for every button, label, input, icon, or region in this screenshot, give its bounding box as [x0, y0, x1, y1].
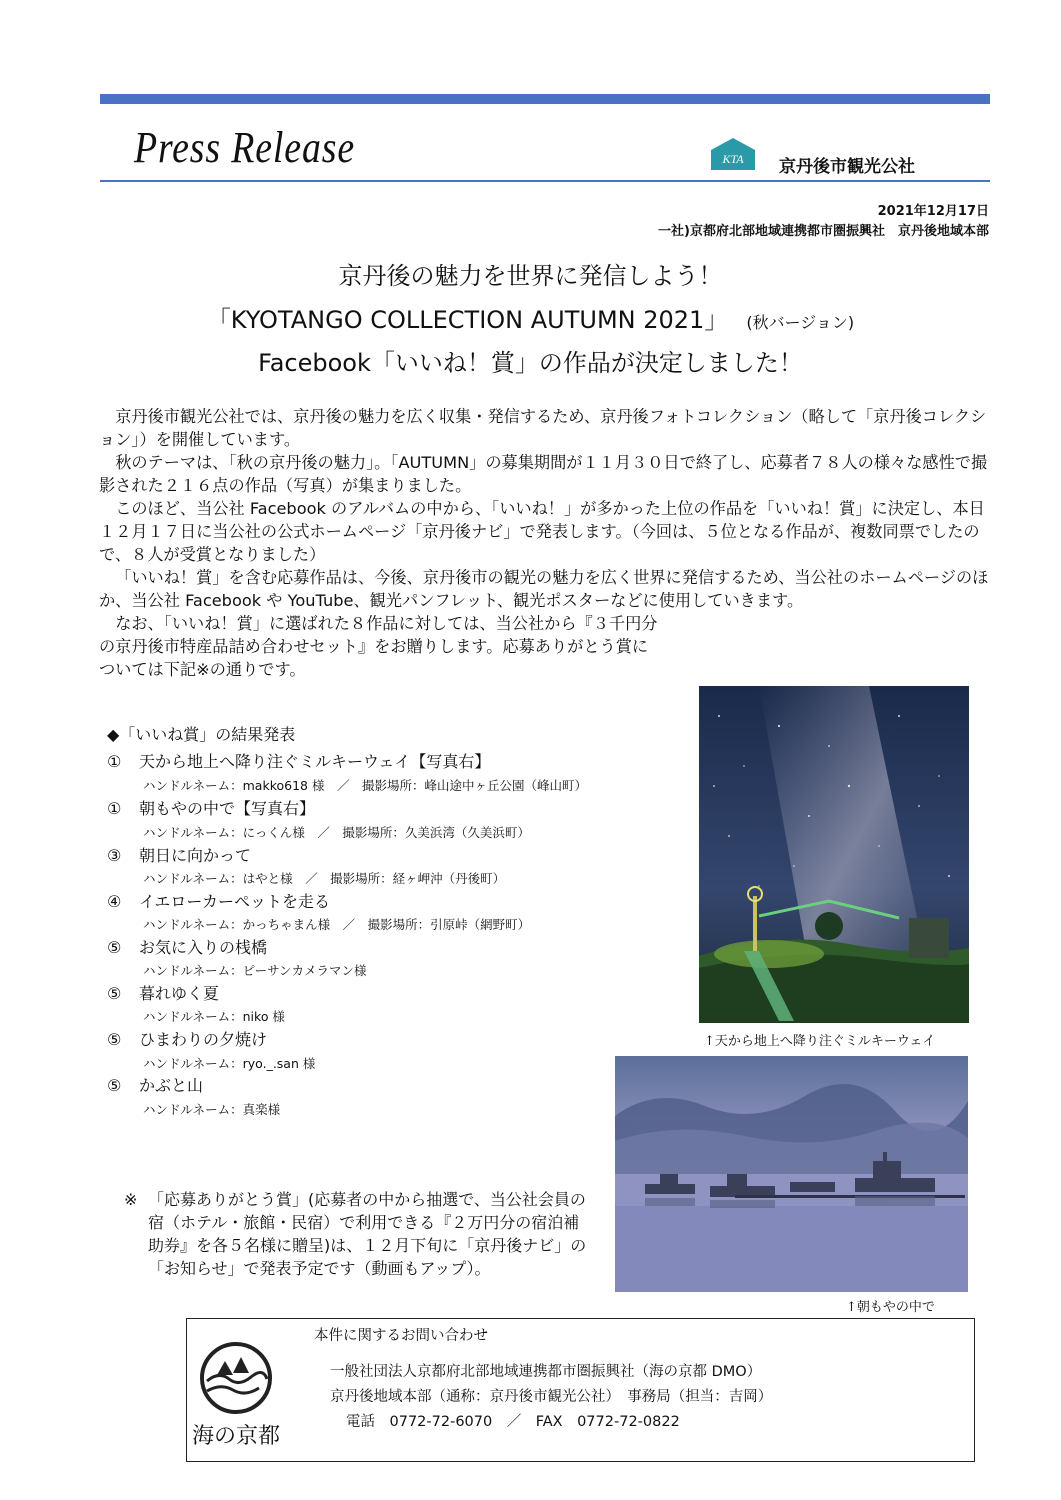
thanks-award-note: [124, 1188, 590, 1280]
results-heading: ◆「いいね賞」の結果発表: [107, 725, 296, 744]
photo-caption-1: ↑天から地上へ降り注ぐミルキーウェイ: [704, 1034, 936, 1049]
result-title: ⑤ かぶと山: [107, 1076, 204, 1095]
contact-org: 一般社団法人京都府北部地域連携都市圏振興社（海の京都 DMO）: [330, 1364, 762, 1380]
headline-season: (秋バージョン): [746, 313, 855, 332]
contact-phone-fax: 電話 0772-72-6070 ／ FAX 0772-72-0822: [346, 1414, 680, 1430]
body-paragraph: 秋のテーマは、「秋の京丹後の魅力」。「AUTUMN」の募集期間が１１月３０日で終了し、応募者７８人の様々な感性で撮影された２１６点の作品（写真）が集まりました。: [99, 453, 988, 495]
result-detail: ハンドルネーム：makko618 様 ／ 撮影場所：峰山途中ヶ丘公園（峰山町）: [143, 778, 587, 793]
headline-line-2: [0, 300, 1061, 335]
header-top-bar: [100, 94, 990, 104]
result-title: ① 朝もやの中で【写真右】: [107, 799, 316, 818]
contact-office: 京丹後地域本部（通称：京丹後市観光公社） 事務局（担当：吉岡）: [330, 1389, 773, 1405]
result-detail: ハンドルネーム：はやと様 ／ 撮影場所：経ヶ岬沖（丹後町）: [143, 871, 506, 886]
result-detail: ハンドルネーム：にっくん様 ／ 撮影場所：久美浜湾（久美浜町）: [143, 825, 530, 840]
body-paragraph: このほど、当公社 Facebook のアルバムの中から、「いいね！」が多かった上位の作品を「いいね！賞」に決定し、本日１２月１７日に当公社の公式ホームページ「京丹後ナビ」で発表します。（今回は、５位となる作品が、複数同票でしたので、８人が受賞となりました）: [99, 499, 985, 564]
contact-heading: 本件に関するお問い合わせ: [314, 1328, 488, 1344]
headline-line-1: 京丹後の魅力を世界に発信しよう！: [338, 262, 723, 290]
milky-way-photo: [699, 686, 969, 1023]
press-release-title: Press Release: [134, 123, 355, 172]
headline-collection: 「KYOTANGO COLLECTION AUTUMN 2021」: [206, 306, 729, 334]
body-paragraph: 「いいね！賞」を含む応募作品は、今後、京丹後市の観光の魅力を広く世界に発信するため、当公社のホームページのほか、当公社 Facebook や YouTube、観光パンフレット、観光ポスターなどに使用していきます。: [99, 568, 989, 610]
body-paragraph: なお、「いいね！賞」に選ばれた８作品に対しては、当公社から『３千円分の京丹後市特産品詰め合わせセット』をお贈りします。応募ありがとう賞については下記※の通りです。: [99, 614, 658, 679]
svg-text:海の京都: 海の京都: [191, 1424, 281, 1449]
headline-line-3: Facebook「いいね！賞」の作品が決定しました！: [258, 349, 803, 377]
kta-logo-icon: [711, 138, 755, 170]
org-name: 京丹後市観光公社: [779, 157, 915, 177]
result-title: ④ イエローカーペットを走る: [107, 892, 331, 911]
result-detail: ハンドルネーム：ryo._.san 様: [143, 1056, 316, 1071]
release-date: 2021年12月17日: [877, 204, 989, 219]
umi-no-kyoto-logo: [189, 1333, 284, 1455]
body-paragraph: 京丹後市観光公社では、京丹後の魅力を広く収集・発信するため、京丹後フォトコレクション（略して「京丹後コレクション」）を開催しています。: [99, 407, 987, 449]
header-rule: [100, 180, 990, 182]
result-title: ⑤ お気に入りの桟橋: [107, 938, 268, 957]
photo-caption-2: ↑朝もやの中で: [846, 1300, 935, 1315]
result-title: ① 天から地上へ降り注ぐミルキーウェイ【写真右】: [107, 752, 491, 771]
result-detail: ハンドルネーム：真楽様: [143, 1102, 281, 1117]
body-text: [99, 405, 994, 681]
svg-text:KTA: KTA: [722, 152, 744, 166]
result-title: ③ 朝日に向かって: [107, 846, 252, 865]
note-mark: ※: [124, 1190, 138, 1209]
morning-mist-photo: [615, 1056, 968, 1292]
result-title: ⑤ 暮れゆく夏: [107, 984, 220, 1003]
result-title: ⑤ ひまわりの夕焼け: [107, 1030, 268, 1049]
issuer: 一社)京都府北部地域連携都市圏振興社 京丹後地域本部: [658, 224, 989, 239]
result-detail: ハンドルネーム：ピーサンカメラマン様: [143, 963, 367, 978]
result-detail: ハンドルネーム：niko 様: [143, 1009, 285, 1024]
note-text: 「応募ありがとう賞」(応募者の中から抽選で、当公社会員の宿（ホテル・旅館・民宿）で利用できる『２万円分の宿泊補助券』を各５名様に贈呈)は、１２月下旬に「京丹後ナビ」の「お知らせ」で発表予定です（動画もアップ）。: [148, 1190, 587, 1278]
result-detail: ハンドルネーム：かっちゃまん様 ／ 撮影場所：引原峠（網野町）: [143, 917, 531, 932]
